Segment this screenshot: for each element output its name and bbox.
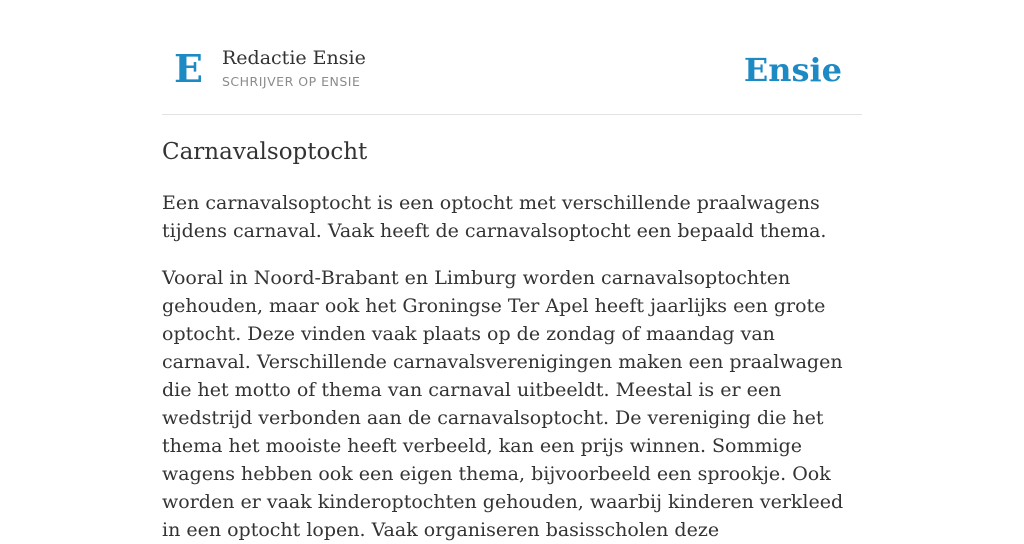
brand-logo-link[interactable]: Ensie [743, 51, 842, 89]
article-paragraph: Vooral in Noord-Brabant en Limburg worden carnavalsoptochten gehouden, maar ook het Groningse Ter Apel heeft jaarlijks een grote optocht. Deze vinden vaak plaats op de zondag of maandag van carnaval. Verschillende carnavalsverenigingen maken een praalwagen die het motto of thema van carnaval uitbeeldt. Meestal is er een wedstrijd verbonden aan de carnavalsoptocht. De vereniging die het thema het mooiste heeft verbeeld, kan een prijs winnen. Sommige wagens hebben ook een eigen thema, bijvoorbeeld een sprookje. Ook worden er vaak kinderoptochten gehouden, waarbij kinderen verkleed in een optocht lopen. Vaak organiseren basisscholen deze [162, 267, 844, 541]
article-title: Carnavalsoptocht [162, 139, 368, 165]
article [162, 135, 862, 544]
author-name[interactable]: Redactie Ensie [222, 47, 366, 69]
article-paragraph: Een carnavalsoptocht is een optocht met verschillende praalwagens tijdens carnaval. Vaak heeft de carnavalsoptocht een bepaald thema. [162, 192, 827, 242]
header [162, 0, 862, 115]
author-avatar-logo[interactable]: E [174, 46, 203, 91]
author-role: SCHRIJVER OP ENSIE [222, 74, 361, 89]
